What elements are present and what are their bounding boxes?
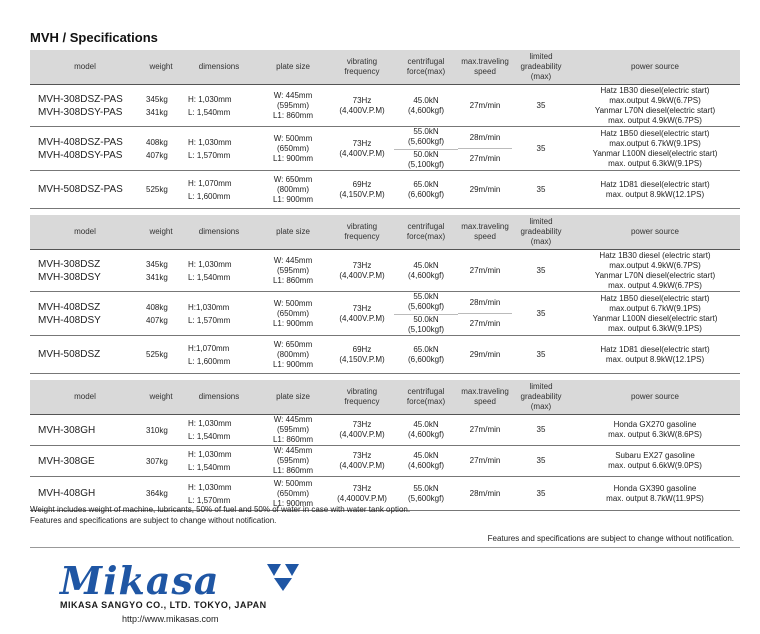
dimensions-cell-line: H: 1,030mm [188, 482, 232, 492]
model-cell-line: MVH-408DSZ-PAS [38, 136, 123, 148]
power-source-cell-line: max.output 6.7kW(9.1PS) [609, 138, 701, 148]
dimensions-cell-line: H: 1,030mm [188, 259, 232, 269]
column-header: power source [570, 380, 740, 415]
table-row [30, 171, 740, 209]
weight-cell [140, 85, 182, 127]
column-header: model [30, 50, 140, 85]
dimensions-cell-line: H:1,070mm [188, 343, 230, 353]
column-header: weight [140, 50, 182, 85]
model-cell [30, 446, 140, 477]
force-cell-line: 55.0kN [413, 483, 439, 493]
dimensions-cell-line: L: 1,600mm [188, 191, 231, 201]
speed-cell [458, 415, 512, 446]
force-cell-line: (6,600kgf) [407, 354, 445, 364]
weight-cell-line: 364kg [146, 489, 168, 498]
dimensions-cell [182, 446, 256, 477]
dimensions-cell [182, 415, 256, 446]
power-source-cell-line: max. output 8.9kW(12.1PS) [605, 354, 705, 364]
plate-size-cell-line: L1: 900mm [272, 318, 314, 328]
dimensions-cell-line: L: 1,540mm [188, 272, 231, 282]
dimensions-cell [182, 250, 256, 292]
model-cell-line: MVH-408DSY [38, 314, 101, 326]
frequency-cell [330, 250, 394, 292]
force-cell-line: 45.0kN [413, 451, 439, 460]
column-header: dimensions [182, 215, 256, 250]
dimensions-cell-line: L: 1,570mm [188, 315, 231, 325]
force-cell-line: 45.0kN [413, 95, 439, 105]
model-cell [30, 336, 140, 374]
plate-size-cell-line: L1: 860mm [272, 466, 314, 475]
power-source-cell-line: Yanmar L100N diesel(electric start) [592, 148, 718, 158]
frequency-cell [330, 446, 394, 477]
speed-cell-line: 27m/min [469, 456, 501, 465]
speed-cell [458, 85, 512, 127]
page-title: MVH / Specifications [30, 30, 158, 45]
dimensions-cell [182, 85, 256, 127]
force-cell-line: 45.0kN [413, 420, 439, 429]
column-header: dimensions [182, 50, 256, 85]
dimensions-cell-line: L: 1,540mm [188, 463, 231, 472]
frequency-cell-line: 69Hz [352, 344, 372, 354]
model-cell [30, 415, 140, 446]
model-cell-line: MVH-308DSZ [38, 258, 101, 270]
weight-cell-line: 345kg [146, 94, 168, 104]
weight-cell-line: 408kg [146, 137, 168, 147]
plate-size-cell [256, 171, 330, 209]
company-name: MIKASA SANGYO CO., LTD. TOKYO, JAPAN [60, 600, 267, 610]
plate-size-cell-line: W: 650mm [273, 339, 313, 349]
plate-size-cell-line: W: 500mm [273, 298, 313, 308]
plate-size-cell-line: W: 445mm [273, 255, 313, 265]
plate-size-cell [256, 415, 330, 446]
speed-cell-line: 29m/min [469, 349, 501, 359]
force-cell-line: 50.0kN [394, 149, 458, 160]
plate-size-cell-line: L1: 900mm [272, 359, 314, 369]
mikasa-logo [60, 558, 330, 628]
table-row [30, 446, 740, 477]
plate-size-cell-line: (650mm) [276, 308, 309, 318]
weight-cell [140, 446, 182, 477]
plate-size-cell-line: L1: 900mm [272, 194, 314, 204]
plate-size-cell [256, 85, 330, 127]
gradeability-cell-line: 35 [536, 425, 546, 434]
plate-size-cell [256, 446, 330, 477]
dimensions-cell-line: H: 1,030mm [188, 94, 232, 104]
table-row [30, 85, 740, 127]
gradeability-cell-line: 35 [536, 100, 546, 110]
plate-size-cell-line: W: 445mm [273, 90, 313, 100]
frequency-cell-line: 73Hz [352, 138, 372, 148]
gradeability-cell-line: 35 [536, 456, 546, 465]
footnote-right: Features and specifications are subject to change without notification. [487, 534, 734, 543]
force-cell-line: (5,600kgf) [407, 137, 445, 146]
frequency-cell-line: 73Hz [352, 483, 372, 493]
frequency-cell-line: (4,150V.P.M) [339, 354, 385, 364]
gradeability-cell-line: 35 [536, 349, 546, 359]
power-source-cell [570, 336, 740, 374]
model-cell-line: MVH-508DSZ [38, 349, 101, 360]
weight-cell-line: 307kg [146, 456, 168, 466]
column-header: centrifugal force(max) [394, 380, 458, 415]
column-header: vibrating frequency [330, 50, 394, 85]
model-cell-line: MVH-308DSY-PAS [38, 106, 123, 118]
frequency-cell-line: 73Hz [352, 303, 372, 313]
speed-cell-line: 27m/min [469, 265, 501, 275]
power-source-cell-line: Hatz 1B50 diesel(electric start) [600, 128, 710, 138]
column-header: max.traveling speed [458, 50, 512, 85]
force-cell-line: (4,600kgf) [407, 105, 445, 115]
power-source-cell-line: max. output 6.6kW(9.0PS) [608, 461, 702, 470]
speed-cell-line: 28m/min [469, 488, 501, 498]
force-cell [394, 127, 458, 171]
footnotes [30, 504, 410, 526]
spec-table-pas [30, 50, 740, 209]
speed-cell [458, 477, 512, 511]
power-source-cell [570, 446, 740, 477]
model-cell-line: MVH-308DSY [38, 271, 101, 283]
dimensions-cell-line: H: 1,030mm [188, 419, 232, 428]
plate-size-cell-line: L1: 860mm [272, 275, 314, 285]
plate-size-cell-line: L1: 900mm [272, 498, 314, 508]
frequency-cell [330, 127, 394, 171]
force-cell-line: 55.0kN [413, 292, 439, 301]
force-cell-line: (5,600kgf) [407, 493, 445, 503]
dimensions-cell-line: L: 1,540mm [188, 107, 231, 117]
column-header: max.traveling speed [458, 215, 512, 250]
column-header: vibrating frequency [330, 380, 394, 415]
gradeability-cell [512, 85, 570, 127]
force-cell-line: (5,100kgf) [407, 325, 445, 334]
dimensions-cell [182, 171, 256, 209]
plate-size-cell-line: (800mm) [276, 349, 309, 359]
frequency-cell-line: (4,400V.P.M) [339, 148, 385, 158]
force-cell-line: (6,600kgf) [407, 189, 445, 199]
weight-cell-line: 525kg [146, 350, 168, 359]
weight-cell [140, 292, 182, 336]
speed-cell [458, 336, 512, 374]
gradeability-cell-line: 35 [536, 488, 546, 498]
power-source-cell [570, 85, 740, 127]
gradeability-cell-line: 35 [536, 143, 546, 153]
column-header: vibrating frequency [330, 215, 394, 250]
column-header: limited gradeability (max) [512, 215, 570, 250]
speed-cell [458, 171, 512, 209]
weight-cell [140, 336, 182, 374]
plate-size-cell-line: W: 445mm [273, 415, 313, 424]
column-header: limited gradeability (max) [512, 380, 570, 415]
speed-cell [458, 127, 512, 171]
dimensions-cell-line: L: 1,570mm [188, 495, 231, 505]
frequency-cell-line: (4,400V.P.M) [339, 461, 385, 470]
frequency-cell-line: (4,400V.P.M) [339, 313, 385, 323]
plate-size-cell [256, 250, 330, 292]
gradeability-cell-line: 35 [536, 265, 546, 275]
column-header: model [30, 380, 140, 415]
spec-table-dsz [30, 215, 740, 374]
power-source-cell [570, 292, 740, 336]
force-cell-line: 45.0kN [413, 260, 439, 270]
table-row [30, 292, 740, 336]
frequency-cell-line: 73Hz [352, 420, 372, 429]
gradeability-cell [512, 292, 570, 336]
power-source-cell [570, 171, 740, 209]
model-cell [30, 127, 140, 171]
speed-cell-line: 29m/min [469, 184, 501, 194]
gradeability-cell-line: 35 [536, 184, 546, 194]
gradeability-cell [512, 336, 570, 374]
plate-size-cell [256, 336, 330, 374]
power-source-cell-line: Honda GX270 gasoline [613, 420, 697, 429]
plate-size-cell-line: (800mm) [276, 184, 309, 194]
weight-cell [140, 127, 182, 171]
power-source-cell-line: max. output 8.9kW(12.1PS) [605, 189, 705, 199]
power-source-cell-line: max. output 6.3kW(8.6PS) [608, 430, 702, 439]
power-source-cell [570, 415, 740, 446]
gradeability-cell [512, 250, 570, 292]
gradeability-cell [512, 171, 570, 209]
force-cell-line: 55.0kN [413, 127, 439, 136]
power-source-cell-line: Hatz 1B30 diesel (electric start) [599, 250, 711, 260]
plate-size-cell-line: W: 500mm [273, 133, 313, 143]
frequency-cell-line: (4,4000V.P.M) [337, 493, 387, 503]
weight-cell [140, 415, 182, 446]
weight-cell-line: 341kg [146, 272, 168, 282]
power-source-cell-line: max. output 8.7kW(11.9PS) [606, 493, 704, 503]
speed-cell [458, 250, 512, 292]
weight-cell-line: 408kg [146, 302, 168, 312]
dimensions-cell-line: H: 1,030mm [188, 450, 232, 459]
power-source-cell-line: Honda GX390 gasoline [613, 483, 697, 493]
plate-size-cell-line: W: 445mm [273, 446, 313, 455]
model-cell [30, 171, 140, 209]
gradeability-cell [512, 127, 570, 171]
plate-size-cell [256, 292, 330, 336]
speed-cell-line: 28m/min [469, 133, 501, 142]
footnote-change: Features and specifications are subject to change without notification. [30, 516, 277, 525]
column-header: power source [570, 50, 740, 85]
power-source-cell-line: max. output 4.9kW(6.7PS) [608, 115, 702, 125]
plate-size-cell-line: (650mm) [276, 488, 309, 498]
speed-cell-line: 27m/min [458, 313, 512, 334]
dimensions-cell [182, 292, 256, 336]
power-source-cell-line: Hatz 1D81 diesel(electric start) [600, 344, 710, 354]
plate-size-cell-line: (595mm) [276, 425, 309, 434]
plate-size-cell-line: L1: 900mm [272, 153, 314, 163]
speed-cell [458, 446, 512, 477]
model-cell-line: MVH-308GE [38, 455, 95, 467]
force-cell-line: 65.0kN [413, 179, 439, 189]
dimensions-cell-line: H:1,030mm [188, 302, 230, 312]
frequency-cell-line: 73Hz [352, 451, 372, 460]
frequency-cell [330, 415, 394, 446]
model-cell [30, 250, 140, 292]
model-cell-line: MVH-308DSZ-PAS [38, 93, 123, 105]
weight-cell-line: 345kg [146, 259, 168, 269]
frequency-cell-line: (4,400V.P.M) [339, 105, 385, 115]
force-cell [394, 446, 458, 477]
force-cell-line: (5,600kgf) [407, 302, 445, 311]
column-header: dimensions [182, 380, 256, 415]
plate-size-cell-line: (595mm) [276, 265, 309, 275]
gradeability-cell-line: 35 [536, 308, 546, 318]
power-source-cell-line: Hatz 1B30 diesel(electric start) [600, 85, 710, 95]
force-cell-line: 50.0kN [394, 314, 458, 325]
dimensions-cell [182, 336, 256, 374]
force-cell [394, 336, 458, 374]
power-source-cell-line: max.output 6.7kW(9.1PS) [609, 303, 701, 313]
column-header: max.traveling speed [458, 380, 512, 415]
power-source-cell-line: Subaru EX27 gasoline [615, 451, 695, 460]
frequency-cell-line: 69Hz [352, 179, 372, 189]
force-cell-line: (4,600kgf) [407, 461, 445, 470]
power-source-cell-line: max. output 4.9kW(6.7PS) [608, 280, 702, 290]
power-source-cell-line: Yanmar L100N diesel(electric start) [592, 313, 718, 323]
plate-size-cell [256, 127, 330, 171]
logo-wordmark: Mikasa [60, 558, 220, 603]
weight-cell-line: 341kg [146, 107, 168, 117]
plate-size-cell-line: L1: 860mm [272, 435, 314, 444]
dimensions-cell [182, 127, 256, 171]
gradeability-cell [512, 446, 570, 477]
footnote-weight: Weight includes weight of machine, lubricants, 50% of fuel and 50% of water in case with water tank option. [30, 505, 411, 514]
force-cell [394, 415, 458, 446]
model-cell-line: MVH-408GH [38, 488, 96, 499]
table-row [30, 336, 740, 374]
power-source-cell-line: max.output 4.9kW(6.7PS) [609, 260, 701, 270]
power-source-cell-line: Yanmar L70N diesel(electric start) [594, 105, 716, 115]
gradeability-cell [512, 477, 570, 511]
column-header: plate size [256, 50, 330, 85]
model-cell-line: MVH-408DSY-PAS [38, 149, 123, 161]
plate-size-cell-line: (595mm) [276, 100, 309, 110]
frequency-cell-line: 73Hz [352, 260, 372, 270]
column-header: weight [140, 215, 182, 250]
force-cell [394, 171, 458, 209]
power-source-cell-line: Hatz 1B50 diesel(electric start) [600, 293, 710, 303]
model-cell-line: MVH-308GH [38, 424, 96, 436]
weight-cell-line: 310kg [146, 425, 168, 435]
dimensions-cell-line: H: 1,030mm [188, 137, 232, 147]
model-cell-line: MVH-408DSZ [38, 301, 101, 313]
power-source-cell [570, 477, 740, 511]
power-source-cell-line: Hatz 1D81 diesel(electric start) [600, 179, 710, 189]
column-header: weight [140, 380, 182, 415]
weight-cell-line: 407kg [146, 315, 168, 325]
force-cell [394, 250, 458, 292]
table-row [30, 415, 740, 446]
dimensions-cell-line: L: 1,600mm [188, 356, 231, 366]
model-cell [30, 85, 140, 127]
plate-size-cell-line: W: 500mm [273, 478, 313, 488]
speed-cell [458, 292, 512, 336]
power-source-cell-line: max. output 6.3kW(9.1PS) [608, 158, 702, 168]
logo-mark-icon [265, 562, 301, 592]
website-url[interactable]: http://www.mikasas.com [122, 614, 219, 624]
spec-table-gasoline [30, 380, 740, 511]
table-row [30, 250, 740, 292]
speed-cell-line: 28m/min [469, 298, 501, 307]
power-source-cell-line: max. output 6.3kW(9.1PS) [608, 323, 702, 333]
force-cell-line: (4,600kgf) [407, 430, 445, 439]
frequency-cell-line: (4,150V.P.M) [339, 189, 385, 199]
speed-cell-line: 27m/min [469, 100, 501, 110]
dimensions-cell-line: L: 1,540mm [188, 432, 231, 441]
plate-size-cell-line: (650mm) [276, 143, 309, 153]
gradeability-cell [512, 415, 570, 446]
column-header: plate size [256, 215, 330, 250]
force-cell-line: (4,600kgf) [407, 270, 445, 280]
frequency-cell-line: (4,400V.P.M) [339, 270, 385, 280]
frequency-cell-line: 73Hz [352, 95, 372, 105]
speed-cell-line: 27m/min [458, 148, 512, 169]
speed-cell-line: 27m/min [469, 425, 501, 434]
column-header: limited gradeability (max) [512, 50, 570, 85]
weight-cell [140, 250, 182, 292]
power-source-cell [570, 127, 740, 171]
weight-cell [140, 171, 182, 209]
frequency-cell [330, 336, 394, 374]
power-source-cell-line: max.output 4.9kW(6.7PS) [609, 95, 701, 105]
frequency-cell [330, 85, 394, 127]
column-header: centrifugal force(max) [394, 215, 458, 250]
table-row [30, 127, 740, 171]
frequency-cell-line: (4,400V.P.M) [339, 430, 385, 439]
force-cell-line: (5,100kgf) [407, 160, 445, 169]
divider [30, 547, 740, 548]
force-cell [394, 85, 458, 127]
weight-cell-line: 407kg [146, 150, 168, 160]
power-source-cell-line: Yanmar L70N diesel(electric start) [594, 270, 716, 280]
frequency-cell [330, 171, 394, 209]
power-source-cell [570, 250, 740, 292]
dimensions-cell-line: H: 1,070mm [188, 178, 232, 188]
column-header: power source [570, 215, 740, 250]
dimensions-cell-line: L: 1,570mm [188, 150, 231, 160]
plate-size-cell-line: W: 650mm [273, 174, 313, 184]
weight-cell-line: 525kg [146, 185, 168, 194]
plate-size-cell-line: (595mm) [276, 456, 309, 465]
column-header: centrifugal force(max) [394, 50, 458, 85]
column-header: plate size [256, 380, 330, 415]
force-cell [394, 292, 458, 336]
plate-size-cell-line: L1: 860mm [272, 110, 314, 120]
frequency-cell [330, 292, 394, 336]
column-header: model [30, 215, 140, 250]
force-cell-line: 65.0kN [413, 344, 439, 354]
model-cell-line: MVH-508DSZ-PAS [38, 184, 123, 195]
model-cell [30, 292, 140, 336]
